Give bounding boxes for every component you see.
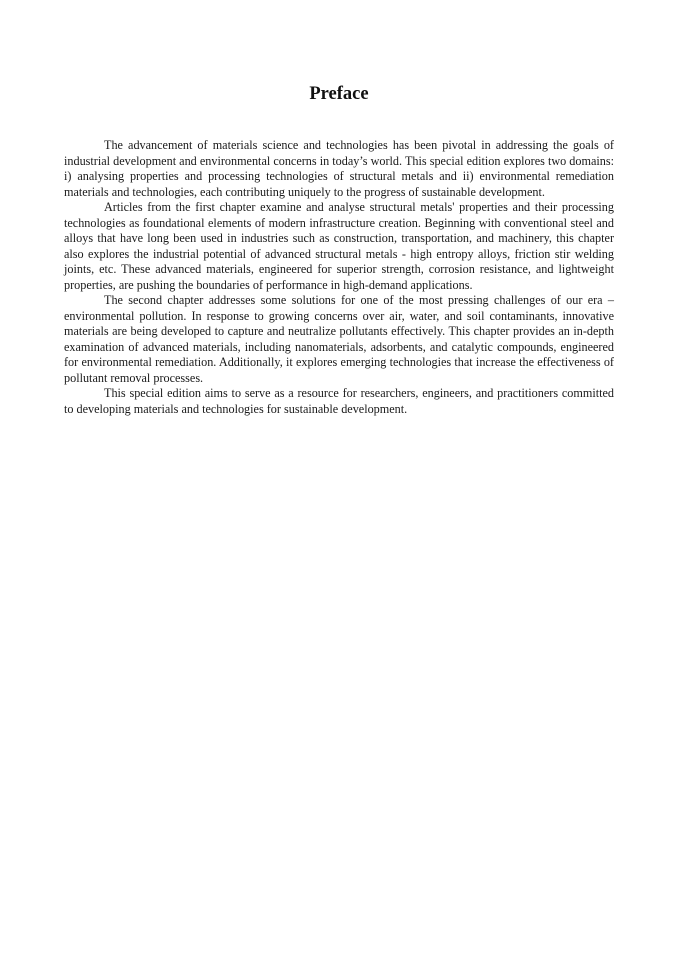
page-title: Preface xyxy=(309,84,369,104)
paragraph-second-chapter: The second chapter addresses some solutions for one of the most pressing challenges of our era – environmental pollution. In response to growing concerns over air, water, and soil contaminants, innovative materials are being developed to capture and neutralize pollutants effectively. This chapter provides an in-depth examination of advanced materials, including nanomaterials, adsorbents, and catalytic compounds, engineered for environmental remediation. Additionally, it explores emerging technologies that increase the effectiveness of pollutant removal processes. xyxy=(64,293,614,385)
paragraph-closing: This special edition aims to serve as a resource for researchers, engineers, and practitioners committed to developing materials and technologies for sustainable development. xyxy=(64,386,614,416)
paragraph-first-chapter: Articles from the first chapter examine and analyse structural metals' properties and their processing technologies as foundational elements of modern infrastructure creation. Beginning with conventional steel and alloys that have long been used in industries such as construction, transportation, and machinery, this chapter also explores the industrial potential of advanced structural metals - high entropy alloys, friction stir welding joints, etc. These advanced materials, engineered for superior strength, corrosion resistance, and lightweight properties, are pushing the boundaries of performance in high-demand applications. xyxy=(64,200,614,292)
paragraph-intro: The advancement of materials science and technologies has been pivotal in addressing the goals of industrial development and environmental concerns in today’s world. This special edition explores two domains: i) analysing properties and processing technologies of structural metals and ii) environmental remediation materials and technologies, each contributing uniquely to the progress of sustainable development. xyxy=(64,138,614,199)
preface-body xyxy=(64,138,614,417)
